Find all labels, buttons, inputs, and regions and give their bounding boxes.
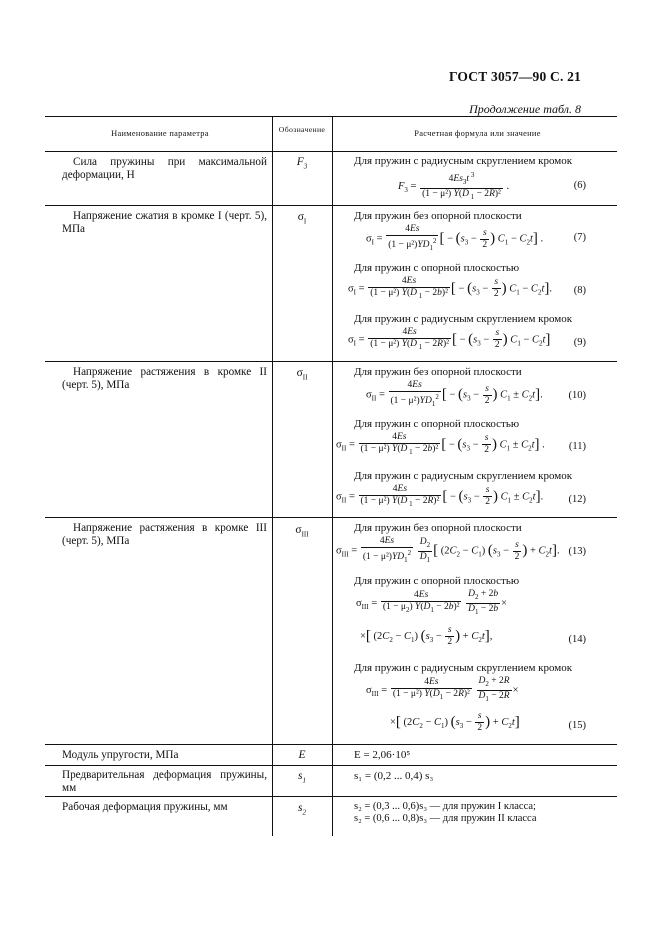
row-divider (45, 517, 617, 518)
row-divider (45, 361, 617, 362)
formula-6: $F_3$ = $\frac{4Es_3t ^3}{(1 - \mu^2) Y(D _1 - 2R)^2}$ . (398, 171, 510, 201)
formula-note: Для пружин с опорной плоскостью (354, 262, 520, 274)
param-symbol: $s_1$ (298, 770, 306, 785)
equation-number: (11) (568, 441, 586, 452)
formula-note: Для пружин с радиусным скруглением кромок (354, 662, 573, 674)
equation-number: (12) (568, 494, 586, 505)
formula-note: Для пружин с опорной плоскостью (354, 418, 520, 430)
param-name: Напряжение растяжения в кромке II (черт. 5), МПа (62, 366, 267, 391)
formula-15-line2: ×[ $(2C_2 - C_1) (s_3$ − $\frac{s}{2}$ ) + $C_2t$] (390, 711, 520, 733)
param-name: Напряжение растяжения в кромке III (черт. 5), МПа (62, 522, 267, 547)
row-divider (45, 796, 617, 797)
equation-number: (6) (573, 180, 586, 191)
param-symbol: $s_2$ (298, 802, 306, 817)
equation-number: (15) (568, 720, 586, 731)
row-divider (45, 765, 617, 766)
equation-number: (8) (573, 285, 586, 296)
formula-12: $\sigma_{II}$ = $\frac{4Es}{(1 - \mu^2) Y(D _1 - 2R)^2}$ [ − ($s_3$ − $\frac{s}{2}$ ) $C_1 \pm C_2t$]. (336, 484, 544, 508)
param-symbol: $\sigma_I$ (297, 211, 307, 226)
table-continuation-label: Продолжение табл. 8 (469, 102, 581, 116)
equation-number: (9) (573, 337, 586, 348)
formula-note: Для пружин с радиусным скруглением кромок (354, 313, 573, 325)
formula-note: Для пружин с опорной плоскостью (354, 575, 520, 587)
formula-note: Для пружин с радиусным скруглением кромок (354, 470, 573, 482)
formula-14-line1: $\sigma_{III}$ = $\frac{4Es}{(1 - \mu_2) Y(D_1 - 2b)^2}$ $\frac{D_2 + 2b}{D_1 - 2b}$ × (356, 589, 508, 616)
equation-number: (13) (568, 546, 586, 557)
param-value: s₁ = (0,2 ... 0,4) s₃ (354, 770, 434, 782)
formula-note: Для пружин без опорной плоскости (354, 522, 522, 534)
param-value: E = 2,06·10⁵ (354, 749, 411, 761)
param-symbol: $\sigma_{II}$ (296, 367, 308, 382)
param-symbol: $\sigma_{III}$ (295, 524, 309, 539)
table-top-border (45, 116, 617, 117)
column-header-symbol: Обозначение (278, 125, 326, 134)
formula-9: $\sigma_I$ = $\frac{4Es}{(1 - \mu^2) Y(D _1 - 2R)^2}$ [ − ($s_3$ − $\frac{s}{2}$ ) $C_1 - C_2t$] (348, 327, 551, 351)
equation-number: (7) (573, 232, 586, 243)
formula-10: $\sigma_{II}$ = $\frac{4Es}{(1 - \mu^2)YD_1^2}$ [ − ($s_3$ − $\frac{s}{2}$ ) $C_1 \pm C_2t$]. (366, 380, 543, 409)
formula-8: $\sigma_I$ = $\frac{4Es}{(1 - \mu^2) Y(D _1 - 2b)^2}$ [ − ($s_3$ − $\frac{s}{2}$ ) $C_1 - C_2t$]. (348, 276, 552, 300)
page-header: ГОСТ 3057—90 С. 21 (448, 69, 581, 84)
row-divider (45, 205, 617, 206)
formula-7: $\sigma_I$ = $\frac{4Es}{(1 - \mu^2)YD_1^2}$ [ − ($s_3$ − $\frac{s}{2}$ ) $C_1 - C_2t$] . (366, 224, 544, 253)
param-name: Напряжение сжатия в кромке I (черт. 5), МПа (62, 210, 267, 235)
param-name: Сила пружины при максимальной деформации, Н (62, 156, 267, 181)
formula-15-line1: $\sigma_{III}$ = $\frac{4Es}{(1 - \mu^2) Y(D_1 - 2R)^2}$ $\frac{D_2 + 2R}{D_1 - 2R}$ × (366, 676, 519, 703)
formula-note: Для пружин без опорной плоскости (354, 366, 522, 378)
param-symbol: $F_3$ (296, 156, 308, 171)
param-name: Предварительная деформация пружины, мм (62, 769, 267, 794)
row-divider (45, 744, 617, 745)
param-value: s₂ = (0,3 ... 0,6)s₃ — для пружин I класса; (354, 801, 536, 812)
column-divider (332, 116, 333, 836)
formula-11: $\sigma_{II}$ = $\frac{4Es}{(1 - \mu^2) Y(D _1 - 2b)^2}$ [ − ($s_3$ − $\frac{s}{2}$ ) $C_1 \pm C_2t$] . (336, 432, 545, 456)
formula-14-line2: ×[ $(2C_2 - C_1) (s_3$ − $\frac{s}{2}$ ) + $C_2t$], (360, 625, 493, 647)
formula-note: Для пружин без опорной плоскости (354, 210, 522, 222)
param-symbol: E (298, 749, 306, 761)
formula-note: Для пружин с радиусным скруглением кромок (354, 155, 573, 167)
param-value: s₂ = (0,6 ... 0,8)s₃ — для пружин II класса (354, 813, 537, 824)
equation-number: (14) (568, 634, 586, 645)
formula-13: $\sigma_{III}$ = $\frac{4Es}{(1 - \mu^2)YD_1^2}$ $\frac{D_2}{D_1}$ [ $(2C_2 - C_1) (s_3$ − $\frac{s}{2}$ ) + $C_2t$]. (336, 536, 560, 565)
table-header-border (45, 151, 617, 152)
column-header-formula: Расчетная формула или значение (414, 129, 541, 138)
equation-number: (10) (568, 390, 586, 401)
param-name: Модуль упругости, МПа (62, 749, 179, 761)
param-name: Рабочая деформация пружины, мм (62, 801, 228, 813)
column-header-param: Наименование параметра (111, 129, 209, 138)
